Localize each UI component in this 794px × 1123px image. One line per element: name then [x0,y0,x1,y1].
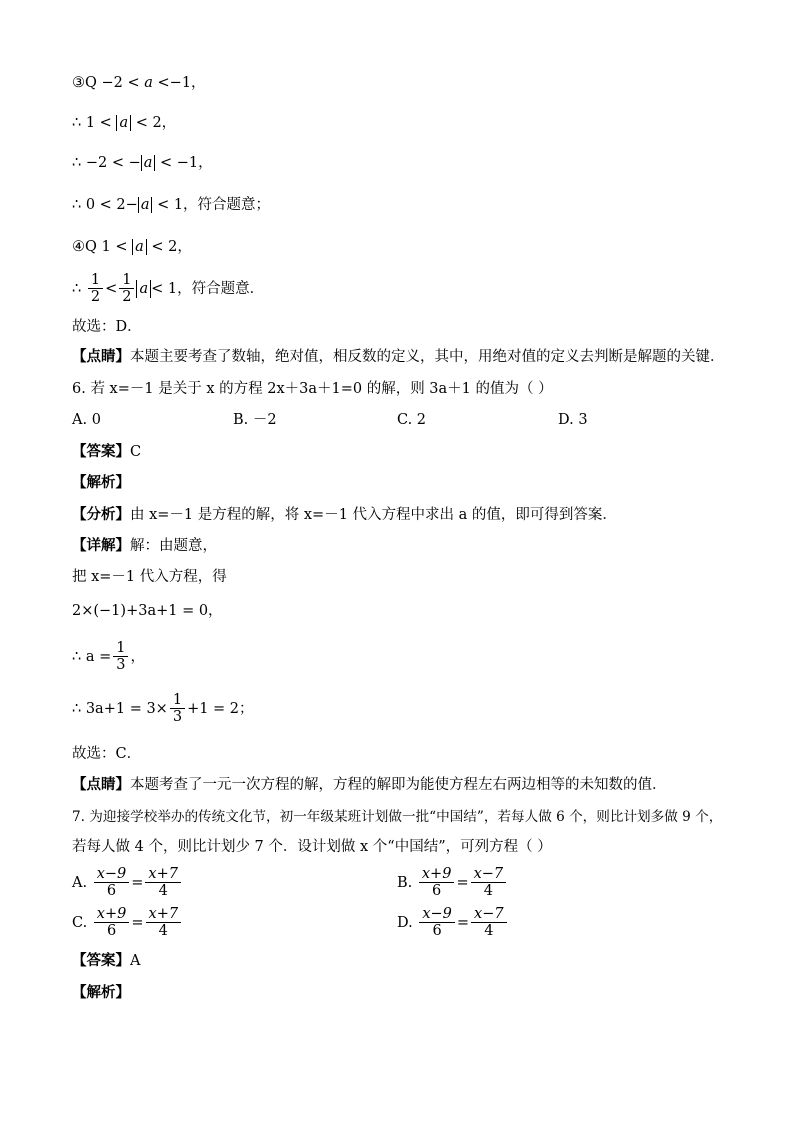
circled-number-3: ③ [72,75,85,91]
q6-analysis-heading [72,474,130,492]
q7-option-d: D. $\frac{x-9}{6}$ = $\frac{x-7}{4}$ [397,906,509,939]
q5-step-3-line: ③Q −2 < a <−1， [72,75,206,91]
q5-choice: 故选：D． [72,319,142,335]
fraction: $\frac{1}{3}$ [170,692,185,725]
fraction: $\frac{x-7}{4}$ [471,866,507,899]
q7-stem-line-1: 7. 为迎接学校举办的传统文化节，初一年级某班计划做一批“中国结”，若每人做 6 个，则比计划多做 9 个， [72,809,723,825]
fraction: $\frac{x-7}{4}$ [471,906,507,939]
fraction: $\frac{x-9}{6}$ [94,866,130,899]
q5-step-3-conclusion: ∴ 0 < 2− a < 1，符合题意； [72,197,271,213]
answer-tag: 【答案】 [72,952,130,969]
fraction: $\frac{x+7}{4}$ [146,906,182,939]
comment-tag: 【点睛】 [72,348,130,365]
fraction: $\frac{x+9}{6}$ [419,866,455,899]
fraction: $\frac{1}{2}$ [88,272,103,305]
q6-substitute: 把 x=－1 代入方程，得 [72,569,227,585]
q6-stem: 6. 若 x=－1 是关于 x 的方程 2x＋3a＋1=0 的解，则 3a＋1 的值为（ ） [72,381,553,397]
q5-step-3-neg-abs-range: ∴ −2 < − a < −1， [72,155,213,171]
absolute-value: a [138,197,153,213]
q5-comment: 【点睛】本题主要考查了数轴，绝对值，相反数的定义，其中，用绝对值的定义去判断是解题的关键． [72,348,725,365]
q6-choice: 故选：C． [72,746,142,762]
q5-step-4-line: ④Q 1 < a < 2， [72,239,192,255]
analysis-tag: 【解析】 [72,984,130,1001]
fraction: $\frac{x-9}{6}$ [419,906,455,939]
because-symbol: Q [85,239,97,255]
fraction: $\frac{x+9}{6}$ [94,906,130,939]
fenxi-tag: 【分析】 [72,506,130,523]
circled-number-4: ④ [72,239,85,255]
q6-detail: 【详解】解：由题意， [72,537,217,554]
q5-step-3-abs-range: ∴ 1 < a < 2， [72,115,177,131]
q6-equation-1: 2×(−1)+3a+1 = 0， [72,603,223,619]
q7-analysis-heading [72,984,130,1002]
q6-equation-2: ∴ a = $\frac{1}{3}$ ， [72,640,145,673]
fraction: $\frac{1}{2}$ [119,272,134,305]
q7-option-c: C. $\frac{x+9}{6}$ = $\frac{x+7}{4}$ [72,906,183,939]
absolute-value: a [141,155,156,171]
q6-comment: 【点睛】本题考查了一元一次方程的解，方程的解即为能使方程左右两边相等的未知数的值． [72,776,667,793]
q6-option-d: D. 3 [558,412,588,428]
analysis-tag: 【解析】 [72,474,130,491]
because-symbol: Q [85,75,97,91]
fraction: $\frac{x+7}{4}$ [145,866,181,899]
absolute-value: a [132,239,147,255]
q6-answer: 【答案】C [72,443,142,460]
q7-stem-line-2: 若每人做 4 个，则比计划少 7 个．设计划做 x 个“中国结”，可列方程（ ） [72,839,552,855]
absolute-value: a [136,280,151,298]
q5-step-4-conclusion: ∴ $\frac{1}{2}$ < $\frac{1}{2}$ a< 1，符合题意． [72,272,265,305]
detail-tag: 【详解】 [72,537,130,554]
absolute-value: a [116,115,131,131]
q6-option-b: B. －2 [233,412,277,428]
q7-option-b: B. $\frac{x+9}{6}$ = $\frac{x-7}{4}$ [397,866,508,899]
q6-equation-3: ∴ 3a+1 = 3× $\frac{1}{3}$ +1 = 2； [72,692,254,725]
q7-option-a: A. $\frac{x-9}{6}$ = $\frac{x+7}{4}$ [72,866,183,899]
comment-tag: 【点睛】 [72,776,130,793]
q6-option-a: A. 0 [72,412,101,428]
fraction: $\frac{1}{3}$ [113,640,128,673]
q7-answer: 【答案】A [72,952,141,969]
answer-tag: 【答案】 [72,443,130,460]
q6-option-c: C. 2 [397,412,427,428]
q6-fenxi: 【分析】由 x=－1 是方程的解，将 x=－1 代入方程中求出 a 的值，即可得到答案． [72,506,617,523]
